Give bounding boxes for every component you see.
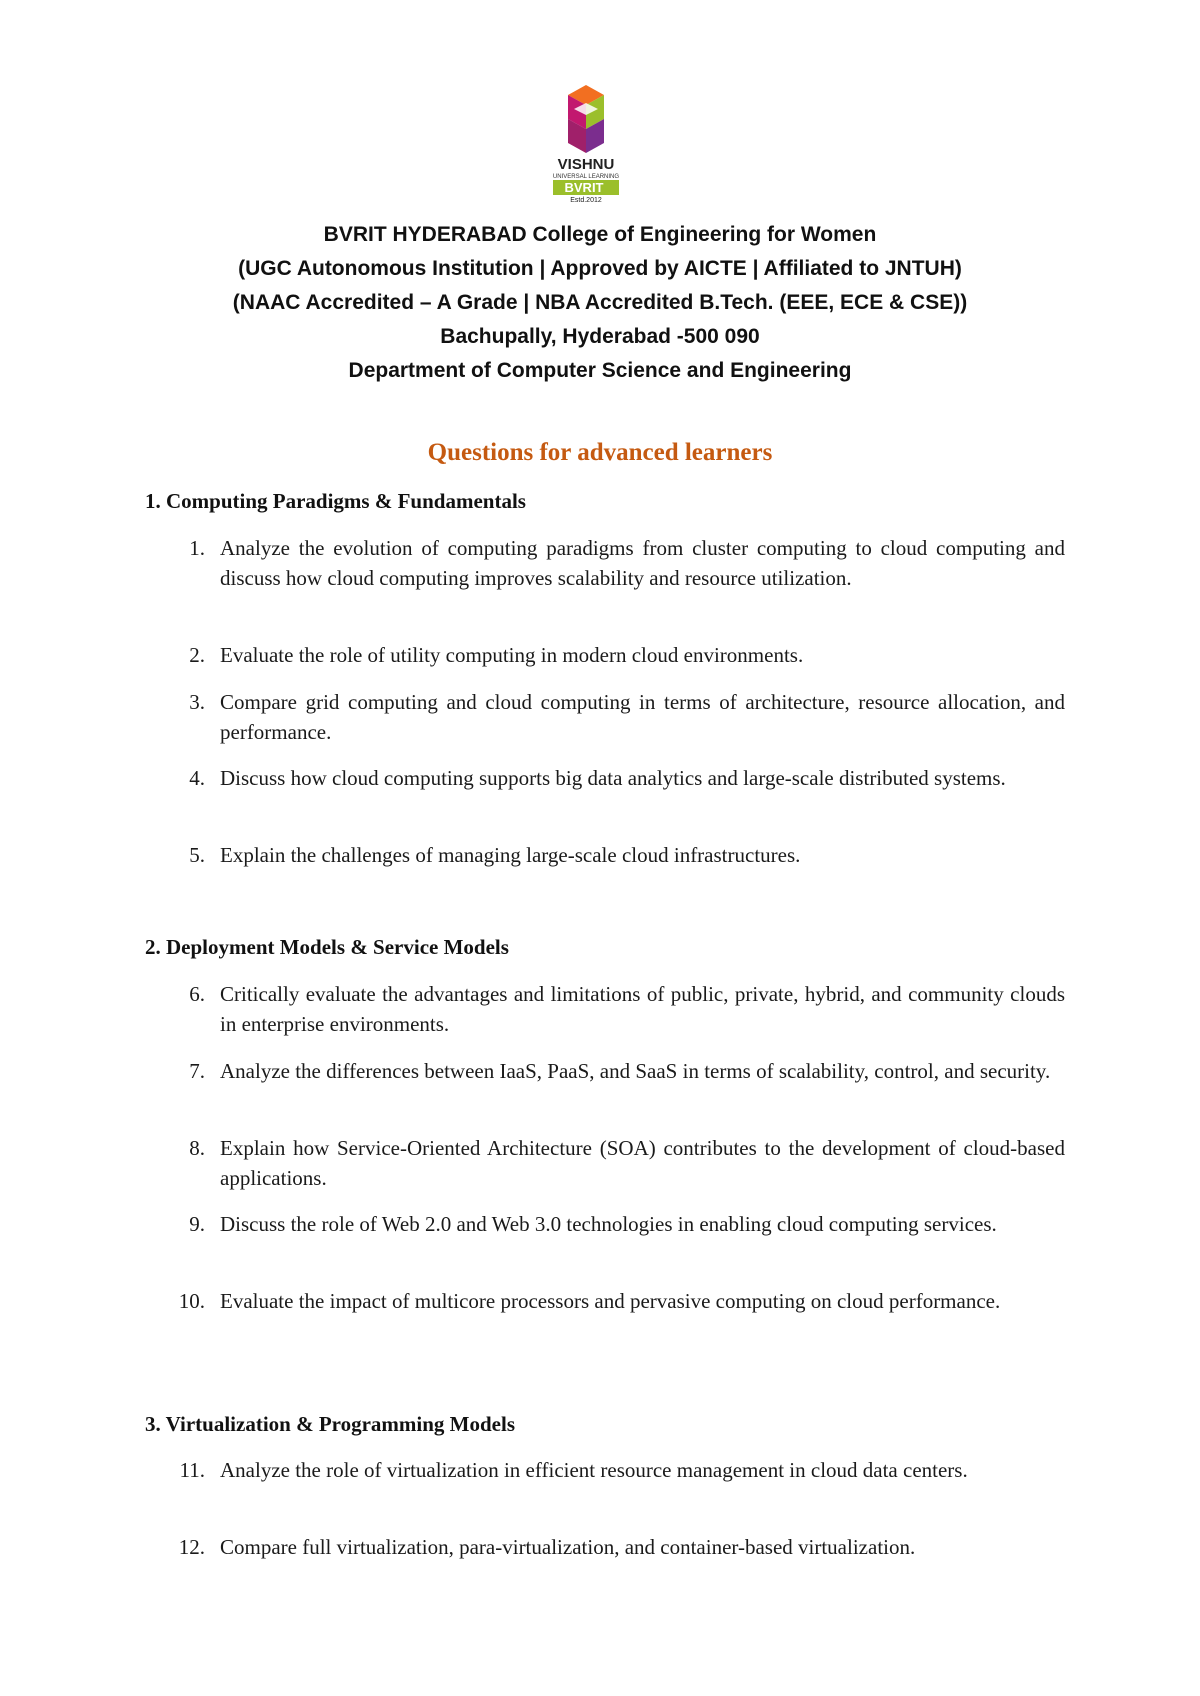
header-affiliation: (UGC Autonomous Institution | Approved by AICTE | Affiliated to JNTUH) [238,257,962,280]
question-number: 1. [189,536,205,560]
question-text: Explain how Service-Oriented Architecture (SOA) contributes to the development of cloud-based applications. [220,1136,1065,1190]
header-college-name: BVRIT HYDERABAD College of Engineering for Women [323,223,877,246]
question-number: 3. [189,690,205,714]
logo-brand-text: VISHNU [557,156,615,173]
section-heading: 3. Virtualization & Programming Models [145,1412,515,1436]
question-text: Compare full virtualization, para-virtualization, and container-based virtualization. [220,1535,916,1559]
question-number: 5. [189,843,205,867]
question-text: Analyze the evolution of computing paradigms from cluster computing to cloud computing and discuss how cloud computing improves scalability and resource utilization. [220,536,1065,590]
question-number: 8. [189,1136,205,1160]
question-text: Critically evaluate the advantages and limitations of public, private, hybrid, and community clouds in enterprise environments. [220,982,1065,1036]
question-text: Compare grid computing and cloud computing in terms of architecture, resource allocation, and performance. [220,690,1065,744]
question-number: 10. [178,1289,205,1313]
header-department: Department of Computer Science and Engineering [348,359,852,382]
question-text: Discuss how cloud computing supports big data analytics and large-scale distributed systems. [220,766,1006,790]
header-accreditation: (NAAC Accredited – A Grade | NBA Accredited B.Tech. (EEE, ECE & CSE)) [232,291,968,314]
question-number: 12. [178,1535,205,1559]
question-number: 11. [179,1458,205,1482]
question-number: 9. [189,1212,205,1236]
logo-abbr-text: BVRIT [564,180,604,195]
section-heading: 2. Deployment Models & Service Models [145,935,509,959]
header-address: Bachupally, Hyderabad -500 090 [440,325,760,348]
question-number: 7. [189,1059,205,1083]
question-text: Analyze the role of virtualization in efficient resource management in cloud data centers. [220,1458,968,1482]
question-text: Evaluate the impact of multicore processors and pervasive computing on cloud performance. [220,1289,1001,1313]
question-text: Evaluate the role of utility computing in modern cloud environments. [220,643,804,667]
question-number: 2. [189,643,205,667]
institution-header [0,218,1200,388]
question-text: Analyze the differences between IaaS, PaaS, and SaaS in terms of scalability, control, and security. [220,1059,1051,1083]
question-text: Explain the challenges of managing large-scale cloud infrastructures. [220,843,801,867]
college-logo [544,85,628,203]
question-number: 6. [189,982,205,1006]
logo-tagline-text: UNIVERSAL LEARNING [552,174,620,180]
logo-estd-text: Estd.2012 [570,197,602,203]
question-text: Discuss the role of Web 2.0 and Web 3.0 technologies in enabling cloud computing services. [220,1212,997,1236]
question-number: 4. [189,766,205,790]
vishnu-logo-icon [544,85,628,203]
document-title: Questions for advanced learners [427,439,773,466]
section-heading: 1. Computing Paradigms & Fundamentals [145,489,526,513]
